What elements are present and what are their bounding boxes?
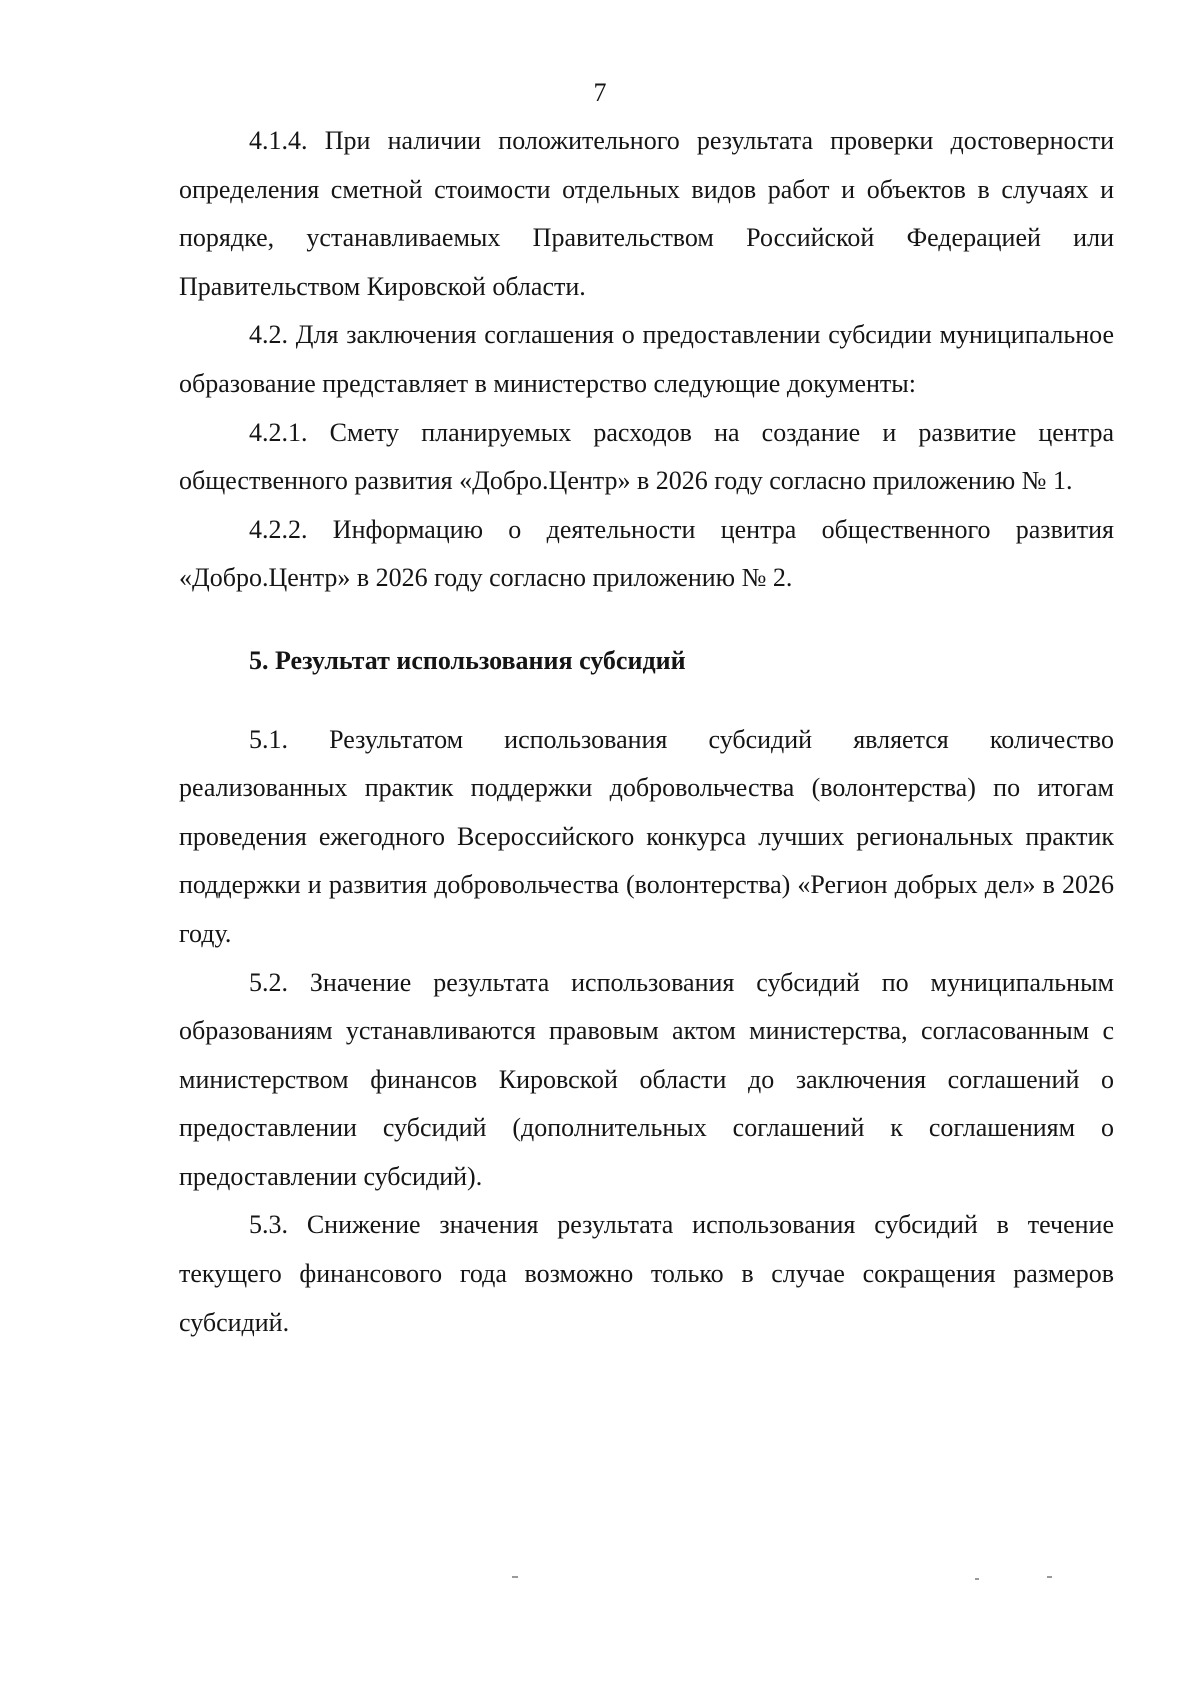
paragraph-4-2-2: 4.2.2. Информацию о деятельности центра общественного развития «Добро.Центр» в 2026 году согласно приложению № 2. — [179, 514, 1114, 593]
section-heading: 5. Результат использования субсидий — [249, 645, 686, 675]
paragraph-5-2: 5.2. Значение результата использования субсидий по муниципальным образованиям устанавливаются правовым актом министерства, согласованным с министерством финансов Кировской области до заключения соглашений о предоставлении субсидий (дополнительных соглашений к соглашениям о предоставлении субсидий). — [179, 967, 1114, 1191]
document-body — [179, 117, 1114, 1347]
paragraph-5-3: 5.3. Снижение значения результата использования субсидий в течение текущего финансового года возможно только в случае сокращения размеров субсидий. — [179, 1210, 1114, 1337]
paragraph-4-1-4: 4.1.4. При наличии положительного результата проверки достоверности определения сметной стоимости отдельных видов работ и объектов в случаях и порядке, устанавливаемых Правительством Российской Федерацией или Правительством Кировской области. — [179, 126, 1114, 301]
paragraph-4-2-1: 4.2.1. Смету планируемых расходов на создание и развитие центра общественного развития «Добро.Центр» в 2026 году согласно приложению № 1. — [179, 417, 1114, 496]
paragraph-5-1: 5.1. Результатом использования субсидий является количество реализованных практик поддержки добровольчества (волонтерства) по итогам проведения ежегодного Всероссийского конкурса лучших региональных практик поддержки и развития добровольчества (волонтерства) «Регион добрых дел» в 2026 году. — [179, 724, 1114, 948]
page-number: 7 — [593, 78, 607, 107]
paragraph-4-2: 4.2. Для заключения соглашения о предоставлении субсидии муниципальное образование представляет в министерство следующие документы: — [179, 320, 1114, 398]
